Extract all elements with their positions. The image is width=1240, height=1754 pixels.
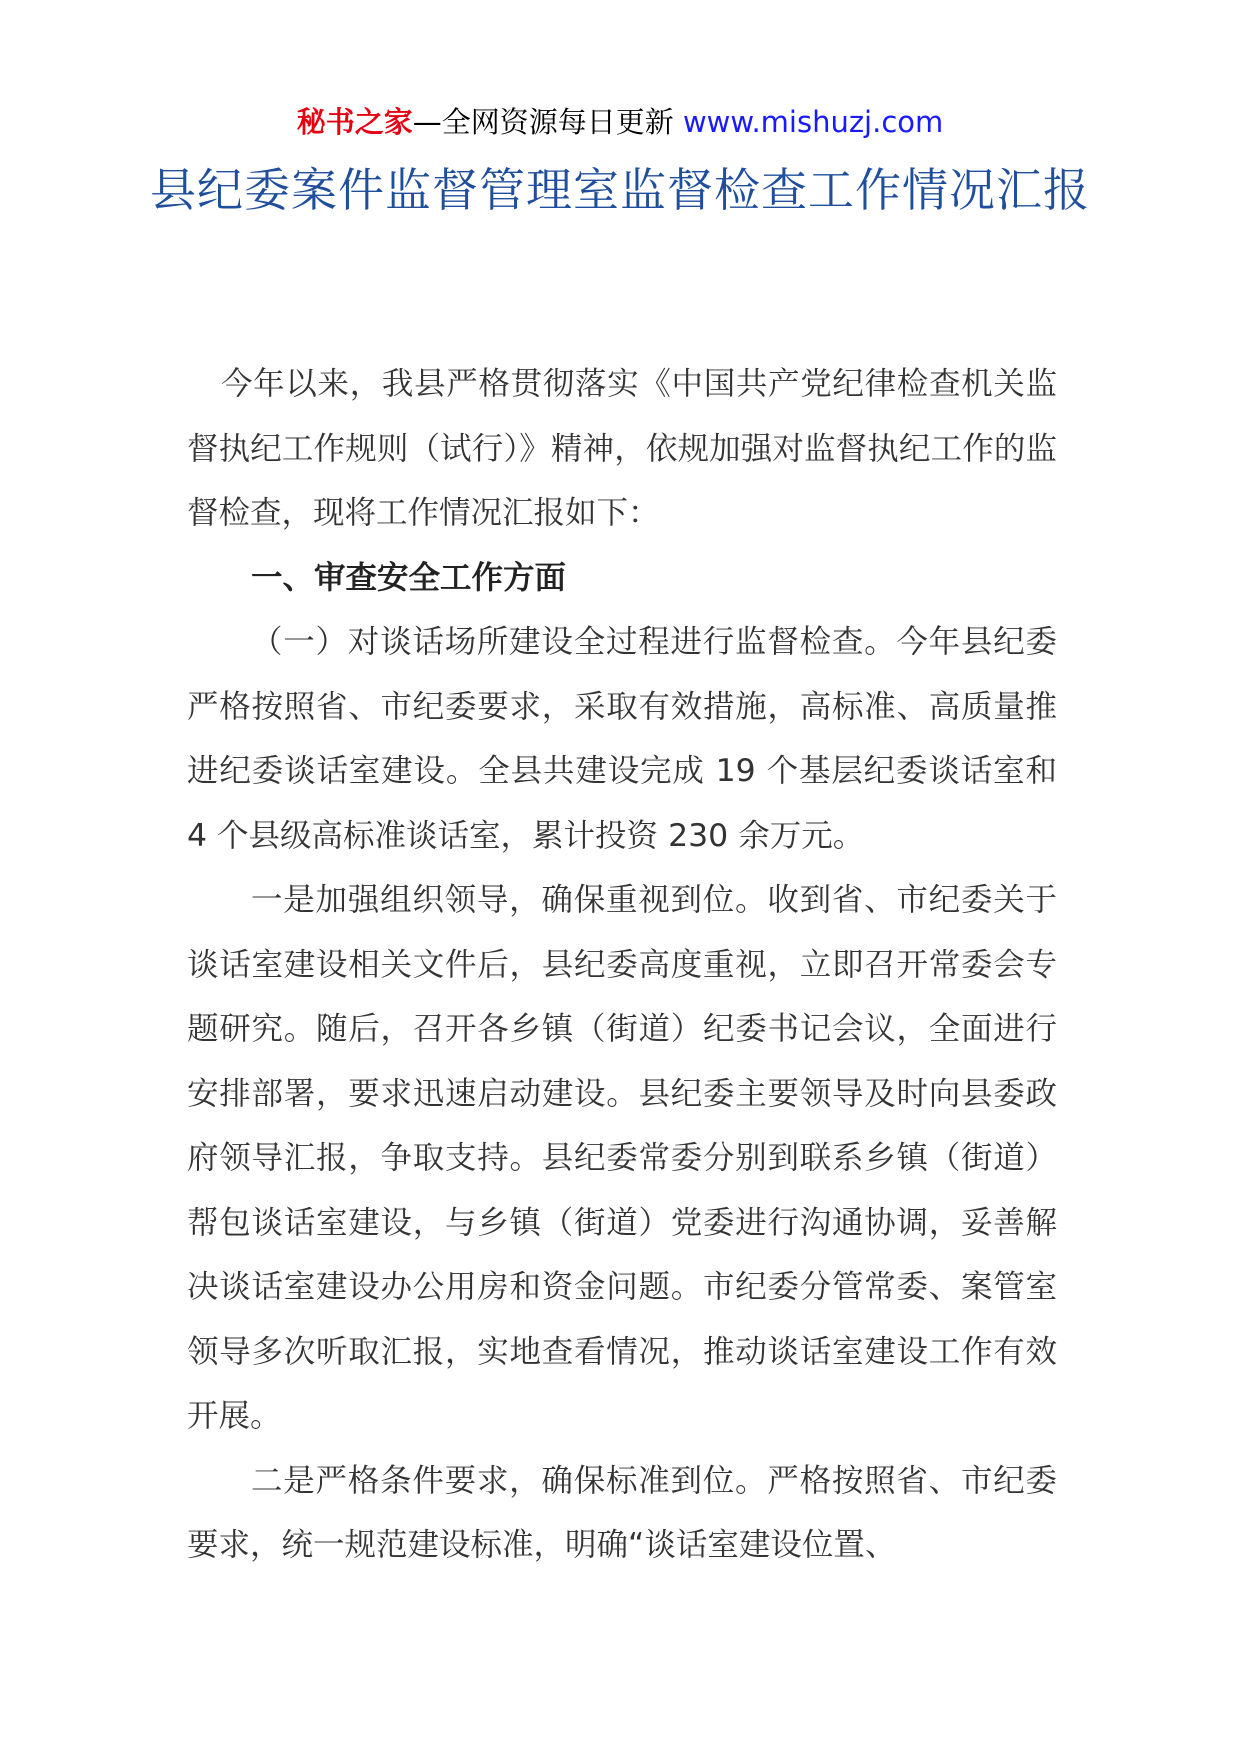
intro-paragraph: 今年以来，我县严格贯彻落实《中国共产党纪律检查机关监督执纪工作规则（试行）》精神，依规加强对监督执纪工作的监督检查，现将工作情况汇报如下： — [187, 366, 1057, 531]
document-body — [187, 352, 1057, 1578]
subsection-paragraph: （一）对谈话场所建设全过程进行监督检查。今年县纪委严格按照省、市纪委要求，采取有效措施，高标准、高质量推进纪委谈话室建设。全县共建设完成 19 个基层纪委谈话室和 4 个县级高标准谈话室，累计投资 230 余万元。 — [187, 624, 1057, 854]
body-paragraph: 二是严格条件要求，确保标准到位。严格按照省、市纪委要求，统一规范建设标准，明确“谈话室建设位置、 — [187, 1462, 1057, 1563]
header-slogan: —全网资源每日更新 — [412, 105, 674, 139]
site-header — [0, 100, 1240, 144]
document-title: 县纪委案件监督管理室监督检查工作情况汇报 — [150, 163, 1090, 217]
brand-name: 秘书之家 — [296, 105, 413, 139]
body-paragraph: 一是加强组织领导，确保重视到位。收到省、市纪委关于谈话室建设相关文件后，县纪委高度重视，立即召开常委会专题研究。随后，召开各乡镇（街道）纪委书记会议，全面进行安排部署，要求迅速启动建设。县纪委主要领导及时向县委政府领导汇报，争取支持。县纪委常委分别到联系乡镇（街道）帮包谈话室建设，与乡镇（街道）党委进行沟通协调，妥善解决谈话室建设办公用房和资金问题。市纪委分管常委、案管室领导多次听取汇报，实地查看情况，推动谈话室建设工作有效开展。 — [187, 882, 1057, 1434]
site-url[interactable]: www.mishuzj.com — [682, 105, 944, 139]
section-heading: 一、审查安全工作方面 — [251, 559, 567, 596]
